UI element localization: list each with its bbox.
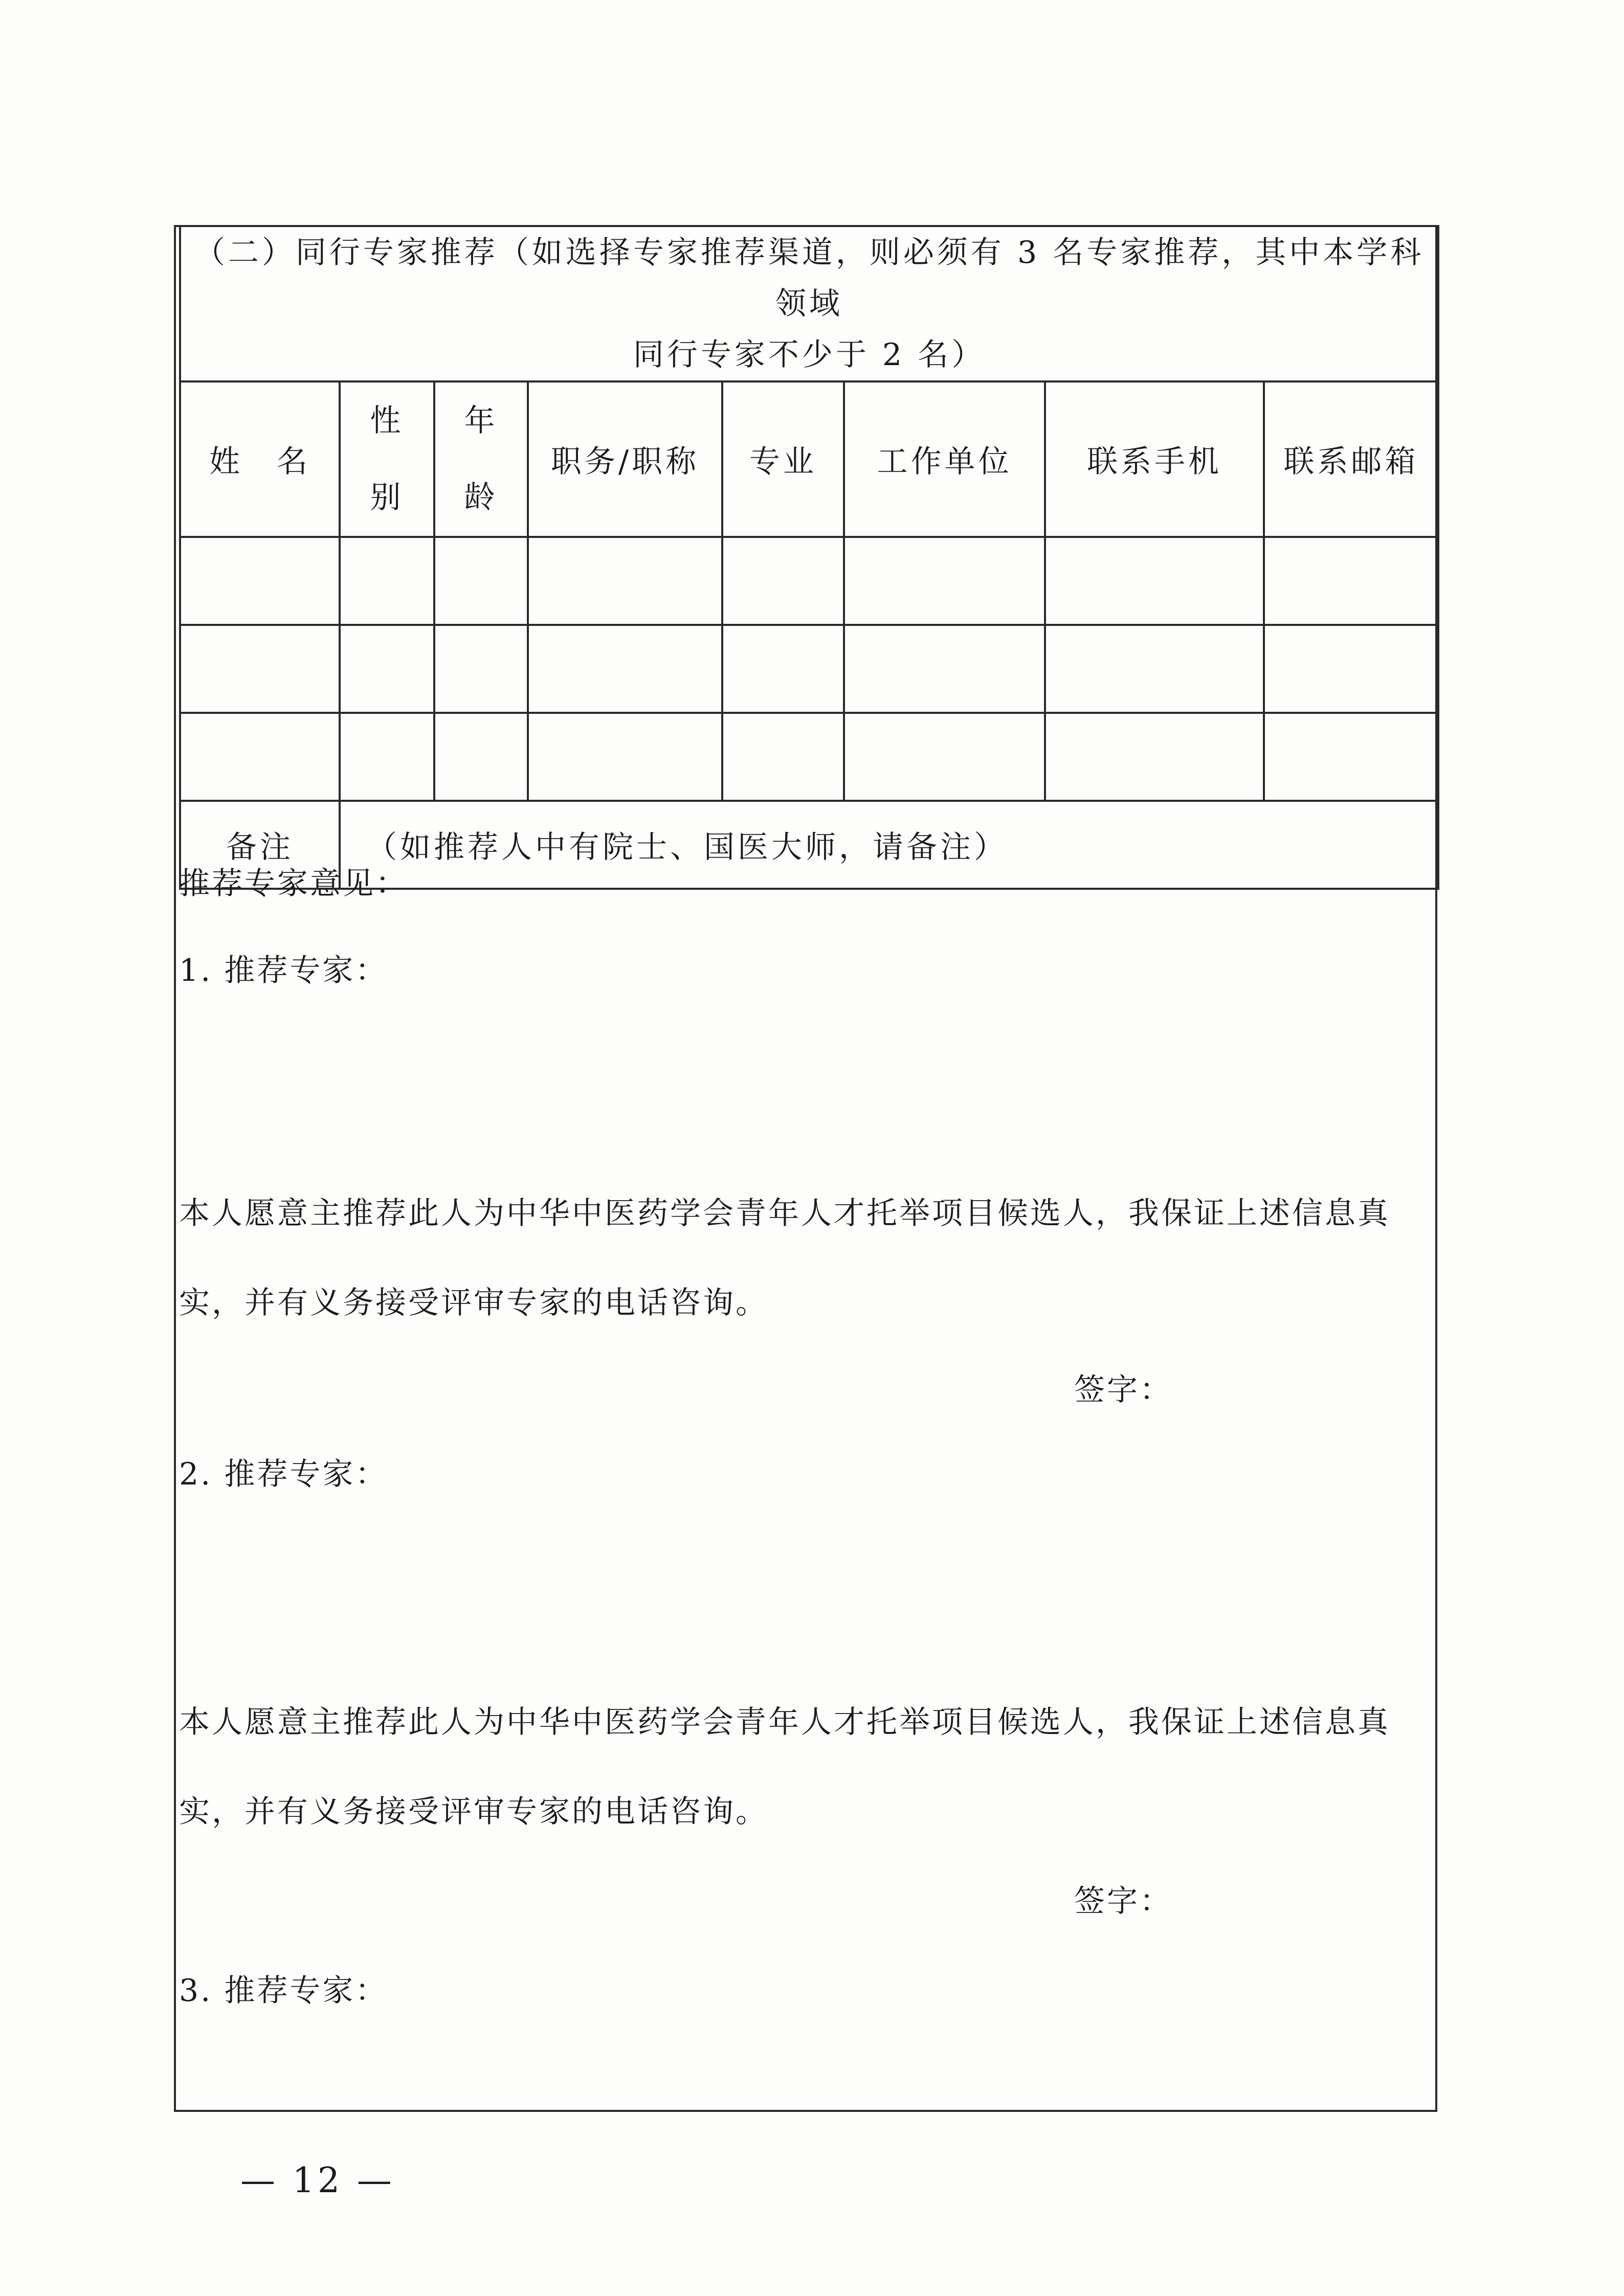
cell-age[interactable]	[434, 537, 528, 625]
section-title-line2: 同行专家不少于 2 名）	[633, 337, 986, 373]
cell-major[interactable]	[722, 713, 844, 801]
header-gender-char1: 性	[370, 403, 404, 439]
cell-major[interactable]	[722, 537, 844, 625]
header-major: 专业	[722, 381, 844, 537]
cell-email[interactable]	[1264, 713, 1438, 801]
cell-age[interactable]	[434, 713, 528, 801]
cell-title[interactable]	[528, 625, 722, 713]
expert-2-label: 2. 推荐专家：	[179, 1456, 388, 1492]
cell-phone[interactable]	[1045, 625, 1264, 713]
page-number: — 12 —	[240, 2160, 395, 2201]
cell-gender[interactable]	[340, 625, 434, 713]
remark-text[interactable]: （如推荐人中有院士、国医大师，请备注）	[340, 801, 1438, 889]
opinion-heading: 推荐专家意见：	[179, 866, 408, 902]
section-title-line1: （二）同行专家推荐（如选择专家推荐渠道，则必须有 3 名专家推荐，其中本学科领域	[194, 235, 1425, 322]
cell-phone[interactable]	[1045, 713, 1264, 801]
header-gender	[340, 381, 434, 537]
cell-workplace[interactable]	[844, 537, 1045, 625]
header-gender-char2: 别	[370, 480, 404, 515]
header-email: 联系邮箱	[1264, 381, 1438, 537]
cell-gender[interactable]	[340, 537, 434, 625]
expert-3-label: 3. 推荐专家：	[179, 1973, 388, 2009]
header-age-char1: 年	[464, 403, 498, 439]
cell-name[interactable]	[180, 713, 340, 801]
cell-phone[interactable]	[1045, 537, 1264, 625]
header-age	[434, 381, 528, 537]
section-title	[180, 226, 1438, 381]
table-row	[180, 625, 1438, 713]
cell-name[interactable]	[180, 537, 340, 625]
cell-title[interactable]	[528, 713, 722, 801]
cell-email[interactable]	[1264, 537, 1438, 625]
expert-2-statement-line2: 实，并有义务接受评审专家的电话咨询。	[179, 1794, 768, 1830]
header-name: 姓 名	[180, 381, 340, 537]
cell-title[interactable]	[528, 537, 722, 625]
expert-2-statement-line1: 本人愿意主推荐此人为中华中医药学会青年人才托举项目候选人，我保证上述信息真	[179, 1704, 1390, 1740]
cell-major[interactable]	[722, 625, 844, 713]
expert-1-statement-line1: 本人愿意主推荐此人为中华中医药学会青年人才托举项目候选人，我保证上述信息真	[179, 1196, 1390, 1231]
table-row	[180, 537, 1438, 625]
table-row	[180, 713, 1438, 801]
expert-2-sign-label: 签字：	[1074, 1883, 1172, 1919]
header-phone: 联系手机	[1045, 381, 1264, 537]
cell-age[interactable]	[434, 625, 528, 713]
expert-recommendation-table	[179, 225, 1439, 890]
header-workplace: 工作单位	[844, 381, 1045, 537]
header-title: 职务/职称	[528, 381, 722, 537]
expert-1-statement-line2: 实，并有义务接受评审专家的电话咨询。	[179, 1285, 768, 1321]
cell-gender[interactable]	[340, 713, 434, 801]
header-age-char2: 龄	[464, 480, 498, 515]
cell-workplace[interactable]	[844, 713, 1045, 801]
expert-1-label: 1. 推荐专家：	[179, 953, 388, 988]
cell-workplace[interactable]	[844, 625, 1045, 713]
expert-1-sign-label: 签字：	[1074, 1372, 1172, 1408]
cell-name[interactable]	[180, 625, 340, 713]
remark-label: 备注	[180, 801, 340, 889]
cell-email[interactable]	[1264, 625, 1438, 713]
